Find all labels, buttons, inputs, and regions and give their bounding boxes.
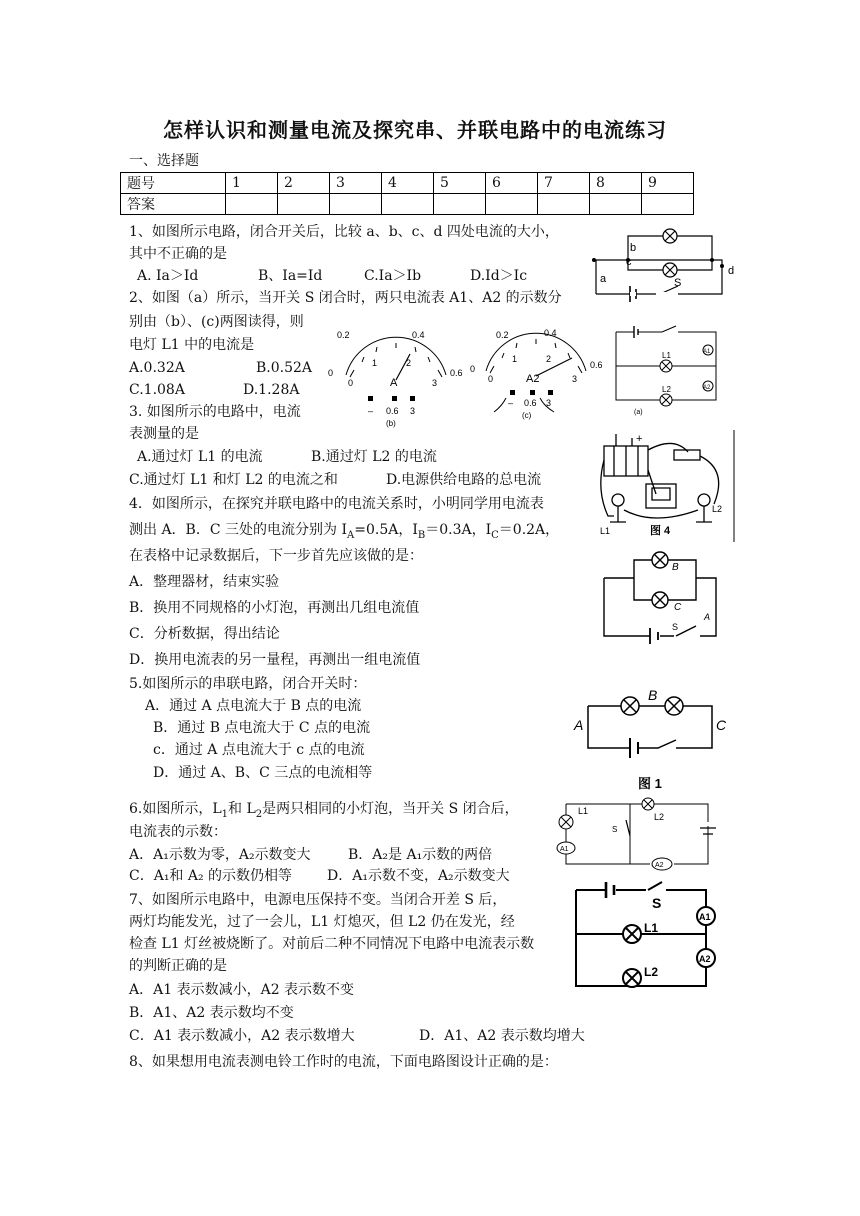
- lamp-l2-label: L2: [712, 504, 723, 514]
- q6-stem: [129, 799, 519, 825]
- terminal-label: –: [368, 406, 374, 416]
- label-b: b: [630, 242, 637, 254]
- q6-stem-part: 6.如图所示，L: [129, 801, 222, 817]
- q1-option-a: A. Ia＞Id: [137, 268, 199, 284]
- figure-caption: (c): [522, 411, 532, 420]
- q7-stem: 的判断正确的是: [129, 958, 227, 974]
- switch-label: S: [612, 825, 618, 834]
- q3-option-d: D.电源供给电路的总电流: [386, 472, 542, 488]
- label-b: B: [648, 688, 658, 703]
- tick-top: 0: [470, 364, 476, 374]
- q3-option-c: C.通过灯 L1 和灯 L2 的电流之和: [129, 472, 338, 488]
- figure-caption: 图 1: [638, 776, 662, 791]
- subscript-2: 2: [255, 808, 263, 820]
- label-a: A: [574, 717, 584, 733]
- subscript-b: B: [417, 529, 426, 541]
- meter-name: A: [390, 377, 398, 389]
- q2-option-a: A.0.32A: [129, 360, 185, 376]
- table-number-cell: 8: [590, 173, 642, 194]
- tick-top: 0: [328, 368, 334, 378]
- q1-stem: 1、如图所示电路，闭合开关后，比较 a、b、c、d 四处电流的大小，: [129, 224, 559, 240]
- terminal-label: 3: [410, 406, 416, 416]
- q6-stem: 电流表的示数：: [129, 824, 227, 840]
- q4-option-d: D．换用电流表的另一量程，再测出一组电流值: [129, 652, 421, 668]
- q2-option-b: B.0.52A: [256, 360, 313, 376]
- q1-stem: 其中不正确的是: [129, 246, 227, 262]
- tick-top: 0.2: [496, 330, 509, 340]
- q5-stem: 5.如图所示的串联电路，闭合开关时：: [129, 676, 367, 692]
- q7-stem: 两灯均能发光，过了一会儿，L1 灯熄灭，但 L2 仍在发光，经: [129, 914, 515, 930]
- q4-option-a: A．整理器材，结束实验: [129, 574, 280, 590]
- table-number-cell: 3: [330, 173, 382, 194]
- label-c: c: [626, 256, 632, 268]
- answer-cell[interactable]: [538, 194, 590, 215]
- label-a: a: [600, 273, 607, 285]
- q7-option-c: C．A1 表示数减小，A2 表示数增大: [129, 1028, 355, 1044]
- q3-option-b: B.通过灯 L2 的电流: [311, 449, 437, 465]
- answer-cell[interactable]: [642, 194, 694, 215]
- q6-stem-part: 是两只相同的小灯泡，当开关 S 闭合后，: [262, 801, 519, 817]
- terminal-label: –: [508, 398, 514, 408]
- q6-circuit-diagram: [550, 792, 720, 872]
- lamp-l1-label: L1: [644, 921, 659, 935]
- table-answer-label: 答案: [121, 194, 226, 215]
- tick-top: 0.4: [412, 330, 425, 340]
- q2-circuit-a-diagram: [606, 320, 726, 420]
- q6-option-b: B．A₂是 A₁示数的两倍: [348, 847, 493, 863]
- tick-bottom: 0: [348, 378, 354, 388]
- q7-stem: 检查 L1 灯丝被烧断了。对前后二种不同情况下电路中电流表示数: [129, 936, 535, 952]
- plus-label: +: [636, 433, 643, 445]
- ammeter-c-diagram: [466, 326, 606, 426]
- answer-cell[interactable]: [226, 194, 278, 215]
- q5-circuit-diagram: [572, 688, 732, 794]
- q4-stem: 在表格中记录数据后，下一步首先应该做的是：: [129, 548, 423, 564]
- q4-stem-part: 测出 A．B．C 三处的电流分别为 I: [129, 522, 347, 538]
- q6-stem-part: 和 L: [228, 801, 256, 817]
- lamp-l2-label: L2: [654, 812, 665, 822]
- ammeter-b-diagram: [326, 330, 466, 430]
- q4-stem: 4．如图所示，在探究并联电路中的电流关系时，小明同学用电流表: [129, 496, 544, 512]
- answer-cell[interactable]: [486, 194, 538, 215]
- meter-name: A2: [526, 373, 540, 385]
- ammeter-a1-label: A1: [560, 846, 569, 853]
- label-s: S: [672, 622, 679, 632]
- q7-option-b: B．A1、A2 表示数均不变: [129, 1005, 294, 1021]
- answer-cell[interactable]: [434, 194, 486, 215]
- q3-stem: 表测量的是: [129, 426, 199, 442]
- q2-option-c: C.1.08A: [129, 382, 185, 398]
- q6-option-d: D．A₁示数不变，A₂示数变大: [327, 868, 510, 884]
- label-b: B: [672, 562, 679, 573]
- q1-option-b: B、Ia=Id: [258, 268, 323, 284]
- q4-stem-part: =0.5A，I: [354, 522, 418, 538]
- table-number-cell: 9: [642, 173, 694, 194]
- table-number-cell: 1: [226, 173, 278, 194]
- q5-option-b: B．通过 B 点电流大于 C 点的电流: [153, 720, 371, 736]
- q5-option-a: A．通过 A 点电流大于 B 点的电流: [145, 698, 362, 714]
- subscript-1: 1: [221, 808, 229, 820]
- lamp-l1-label: L1: [578, 806, 589, 816]
- q4-option-c: C．分析数据，得出结论: [129, 626, 280, 642]
- section-heading: 一、选择题: [129, 153, 199, 169]
- q1-option-c: C.Ia＞Ib: [364, 268, 422, 284]
- tick-bottom: 2: [406, 358, 412, 368]
- tick-top: 0.6: [450, 368, 463, 378]
- q2-stem: 别由（b）、(c)两图读得，则: [129, 314, 304, 330]
- q3-stem: 3. 如图所示的电路中，电流: [129, 404, 301, 420]
- subscript-a: A: [347, 529, 355, 541]
- q4-circuit-diagram: [600, 548, 730, 660]
- figure-caption: (a): [634, 409, 643, 416]
- ammeter-a2-label: A2: [699, 954, 711, 964]
- answer-cell[interactable]: [382, 194, 434, 215]
- q7-circuit-diagram: [568, 876, 728, 1000]
- table-number-cell: 7: [538, 173, 590, 194]
- tick-top: 0.4: [544, 328, 557, 338]
- q2-option-d: D.1.28A: [243, 382, 300, 398]
- terminal-label: 0.6: [524, 398, 537, 408]
- q3-physical-circuit-diagram: [594, 430, 744, 542]
- lamp-l2-label: L2: [644, 965, 659, 979]
- q2-stem: 电灯 L1 中的电流是: [129, 337, 255, 353]
- q6-option-a: A．A₁示数为零，A₂示数变大: [129, 847, 311, 863]
- figure-caption: 图 4: [650, 525, 671, 537]
- q2-stem: 2、如图（a）所示，当开关 S 闭合时，两只电流表 A1、A2 的示数分: [129, 290, 562, 306]
- switch-label: S: [652, 895, 662, 911]
- tick-bottom: 3: [432, 378, 438, 388]
- tick-bottom: 2: [546, 354, 552, 364]
- terminal-label: 3: [546, 398, 552, 408]
- q8-stem: 8、如果想用电流表测电铃工作时的电流，下面电路图设计正确的是：: [129, 1054, 558, 1070]
- page-title: 怎样认识和测量电流及探究串、并联电路中的电流练习: [163, 118, 667, 142]
- label-c: C: [716, 717, 727, 733]
- q4-option-b: B．换用不同规格的小灯泡，再测出几组电流值: [129, 600, 420, 616]
- answer-cell[interactable]: [590, 194, 642, 215]
- table-number-cell: 4: [382, 173, 434, 194]
- q3-option-a: A.通过灯 L1 的电流: [137, 449, 263, 465]
- q4-stem: [129, 520, 559, 546]
- q4-stem-part: ＝0.2A，: [498, 522, 560, 538]
- table-number-cell: 2: [278, 173, 330, 194]
- tick-bottom: 0: [488, 374, 494, 384]
- lamp-l1-label: L1: [600, 526, 611, 536]
- figure-caption: (b): [386, 419, 396, 428]
- tick-bottom: 1: [512, 354, 518, 364]
- label-c: C: [674, 602, 682, 613]
- tick-top: 0.6: [590, 360, 603, 370]
- subscript-c: C: [491, 529, 499, 541]
- q7-stem: 7、如图所示电路中，电源电压保持不变。当闭合开差 S 后，: [129, 892, 507, 908]
- q1-circuit-diagram: [588, 222, 748, 302]
- tick-top: 0.2: [337, 330, 350, 340]
- ammeter-a1-label: A1: [703, 349, 711, 355]
- table-header-cell: 题号: [121, 173, 226, 194]
- table-row: [121, 194, 694, 215]
- ammeter-a2-label: A2: [703, 385, 711, 391]
- answer-table: [120, 172, 694, 215]
- label-a: A: [704, 612, 711, 622]
- table-number-cell: 6: [486, 173, 538, 194]
- q1-option-d: D.Id＞Ic: [470, 268, 528, 284]
- q5-option-c: c．通过 A 点电流大于 c 点的电流: [153, 742, 365, 758]
- terminal-label: 0.6: [386, 406, 399, 416]
- table-number-cell: 5: [434, 173, 486, 194]
- table-row: [121, 173, 694, 194]
- answer-cell[interactable]: [330, 194, 382, 215]
- lamp-l1-label: L1: [662, 351, 671, 360]
- ammeter-a2-label: A2: [655, 862, 664, 869]
- tick-bottom: 1: [372, 358, 378, 368]
- tick-bottom: 3: [572, 374, 578, 384]
- lamp-l2-label: L2: [662, 385, 671, 394]
- ammeter-a1-label: A1: [699, 912, 711, 922]
- q7-option-d: D．A1、A2 表示数均增大: [419, 1028, 585, 1044]
- q6-option-c: C．A₁和 A₂ 的示数仍相等: [129, 868, 293, 884]
- q5-option-d: D．通过 A、B、C 三点的电流相等: [153, 765, 373, 781]
- label-d: d: [728, 265, 735, 277]
- label-s: S: [674, 277, 682, 289]
- q7-option-a: A．A1 表示数减小，A2 表示数不变: [129, 982, 355, 998]
- q4-stem-part: ＝0.3A，I: [425, 522, 492, 538]
- answer-cell[interactable]: [278, 194, 330, 215]
